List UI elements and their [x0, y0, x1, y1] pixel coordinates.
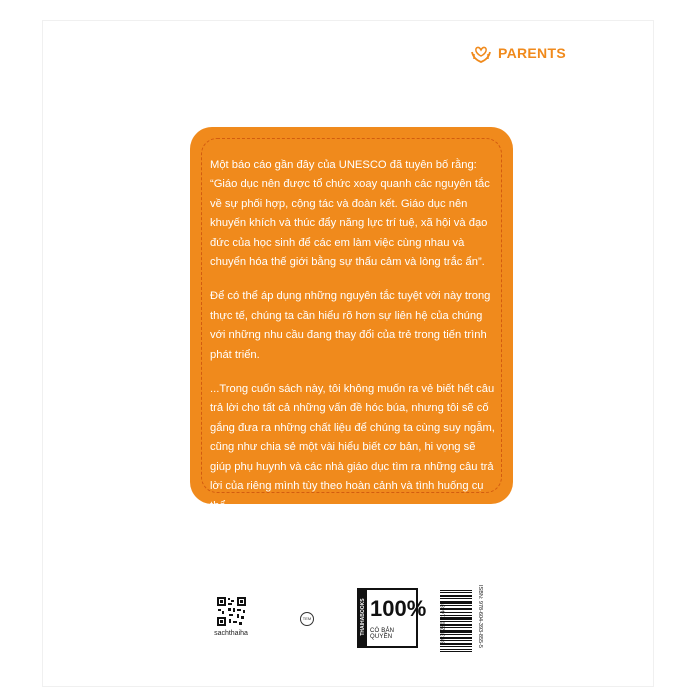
barcode-block: [430, 585, 490, 655]
badge-brand: THAIHABOOKS: [360, 598, 366, 636]
brand-label: PARENTS: [498, 45, 566, 61]
blurb-paragraph: Để có thể áp dụng những nguyên tắc tuyệt vời này trong thực tế, chúng ta cần hiểu rõ hơn sự liên hệ của chúng với những nhu cầu đang thay đổi của trẻ trong tiến trình phát triển.: [210, 290, 491, 361]
badge-percent: 100%: [370, 596, 427, 621]
publisher-brand: [470, 42, 566, 64]
tem-stamp: TEM: [300, 612, 314, 626]
blurb-paragraph: Một báo cáo gần đây của UNESCO đã tuyên bố rằng: “Giáo dục nên được tổ chức xoay quanh các nguyên tắc về sự phối hợp, cộng tác và đoàn kết. Giáo dục nên khuyến khích và thúc đẩy năng lực trí tuệ, xã hội và đạo đức của học sinh để các em làm việc cùng nhau và chuyển hóa thế giới bằng sự thấu cảm và lòng trắc ẩn”.: [210, 159, 490, 269]
qr-caption: sachthaiha: [214, 630, 248, 637]
isbn-text: ISBN: 978-604-393-855-5: [477, 585, 483, 648]
blurb-paragraph: ...Trong cuốn sách này, tôi không muốn ra vẻ biết hết câu trả lời cho tất cả những vấn đề hóc búa, nhưng tôi sẽ cố gắng đưa ra những chất liệu để chúng ta cùng suy ngẫm, cũng như chia sẻ một vài hiểu biết cơ bản, hi vọng sẽ giúp phụ huynh và các nhà giáo dục tìm ra những câu trả lời của riêng mình tùy theo hoàn cảnh và tình huống cụ thể.: [210, 383, 495, 512]
barcode-icon: [430, 589, 474, 653]
blurb-text: [210, 156, 498, 531]
copyright-badge: [357, 588, 427, 648]
hands-heart-logo: [470, 42, 492, 64]
badge-caption: CÓ BẢN QUYỀN: [370, 628, 395, 640]
barcode-digits: 8 935280 914489: [440, 601, 447, 645]
qr-code-icon: [216, 596, 247, 627]
badge-side: [359, 590, 367, 646]
qr-block: [211, 596, 251, 637]
